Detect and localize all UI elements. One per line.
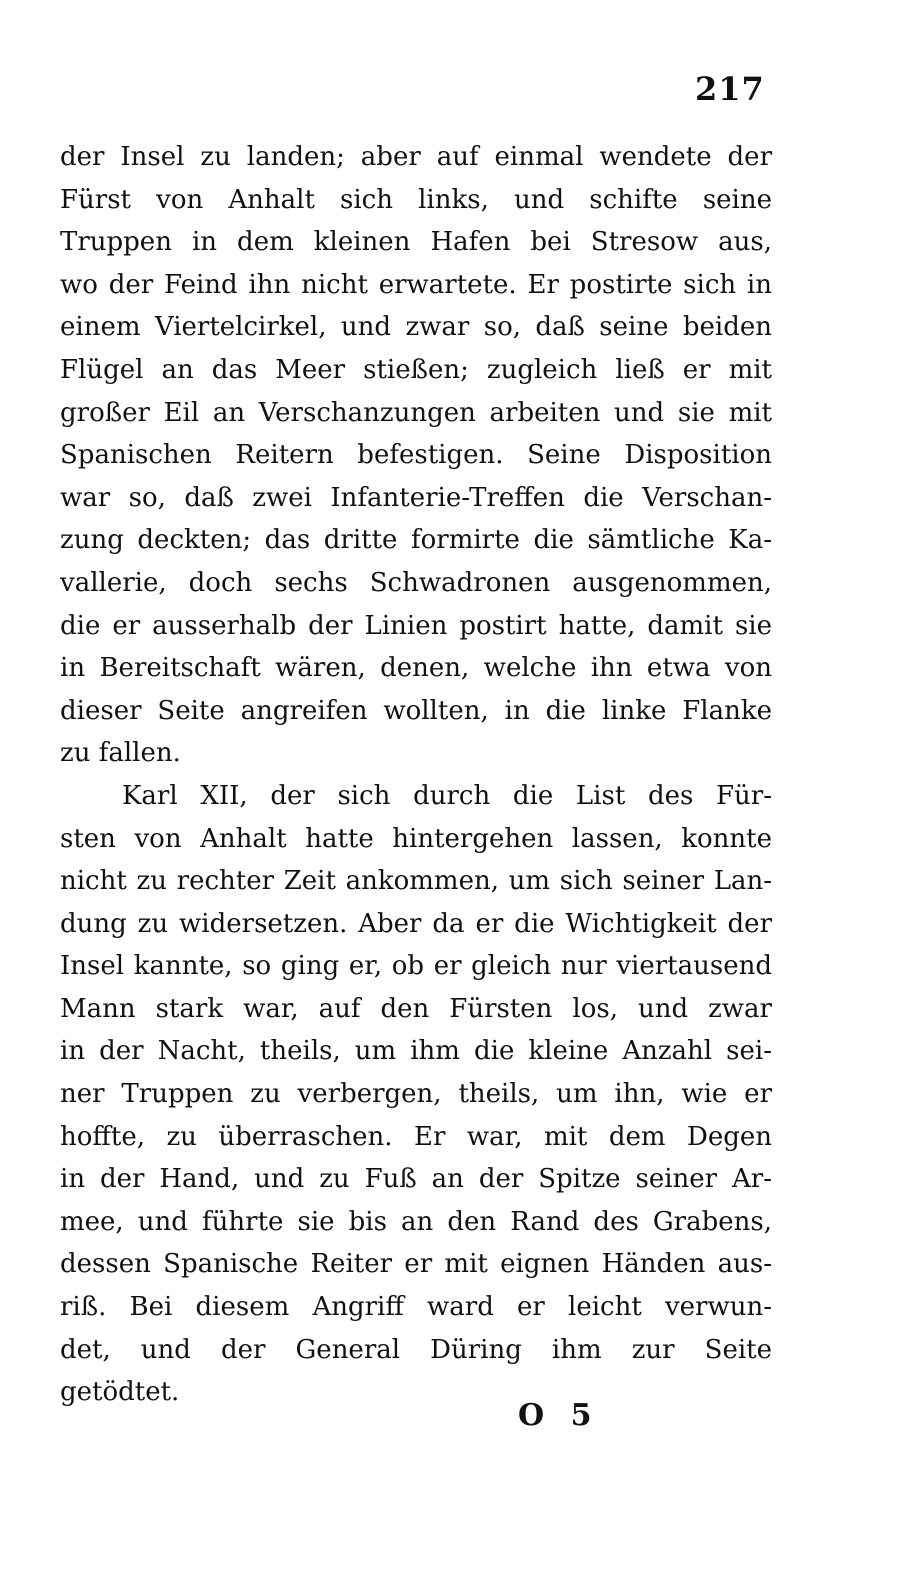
text-line: zung deckten; das dritte formirte die sämtliche Ka- [60,525,772,556]
signature-mark: O 5 [518,1398,600,1433]
text-line: zu fallen. [60,738,181,769]
text-line: dieser Seite angreifen wollten, in die linke Flanke [60,695,772,726]
page-number: 217 [695,70,765,108]
text-line: einem Viertelcirkel, und zwar so, daß seine beiden [60,312,772,343]
body-text [60,136,772,1414]
text-line: riß. Bei diesem Angriff ward er leicht verwun- [60,1292,772,1323]
text-line: die er ausserhalb der Linien postirt hatte, damit sie [60,610,772,641]
text-line: Karl XII, der sich durch die List des Für- [122,780,772,811]
text-line: mee, und führte sie bis an den Rand des Grabens, [60,1206,772,1237]
text-line: Spanischen Reitern befestigen. Seine Disposition [60,440,772,471]
text-line: dung zu widersetzen. Aber da er die Wichtigkeit der [60,908,772,939]
text-line: in der Nacht, theils, um ihm die kleine Anzahl sei- [60,1036,772,1067]
text-line: ner Truppen zu verbergen, theils, um ihn, wie er [60,1079,772,1110]
text-line: der Insel zu landen; aber auf einmal wendete der [60,142,772,172]
paragraph-1 [60,136,772,775]
text-line: det, und der General Düring ihm zur Seite [60,1334,772,1365]
text-line: Truppen in dem kleinen Hafen bei Stresow aus, [60,227,772,258]
text-line: nicht zu rechter Zeit ankommen, um sich seiner Lan- [60,866,772,897]
text-line: wo der Feind ihn nicht erwartete. Er postirte sich in [60,269,772,300]
text-line: war so, daß zwei Infanterie-Treffen die Verschan- [60,482,772,513]
text-line: Insel kannte, so ging er, ob er gleich nur viertausend [60,951,772,982]
text-line: großer Eil an Verschanzungen arbeiten und sie mit [60,397,772,428]
text-line: sten von Anhalt hatte hintergehen lassen, konnte [60,823,772,854]
paragraph-2 [60,775,772,1414]
text-line: getödtet. [60,1377,180,1408]
text-line: hoffte, zu überraschen. Er war, mit dem Degen [60,1121,772,1152]
text-line: dessen Spanische Reiter er mit eignen Händen aus- [60,1249,772,1280]
text-line: Mann stark war, auf den Fürsten los, und zwar [60,993,772,1024]
text-line: Flügel an das Meer stießen; zugleich ließ er mit [60,354,772,385]
text-line: Fürst von Anhalt sich links, und schifte seine [60,184,772,215]
text-line: in der Hand, und zu Fuß an der Spitze seiner Ar- [60,1164,772,1195]
text-line: in Bereitschaft wären, denen, welche ihn etwa von [60,653,772,684]
text-line: vallerie, doch sechs Schwadronen ausgenommen, [60,567,772,598]
